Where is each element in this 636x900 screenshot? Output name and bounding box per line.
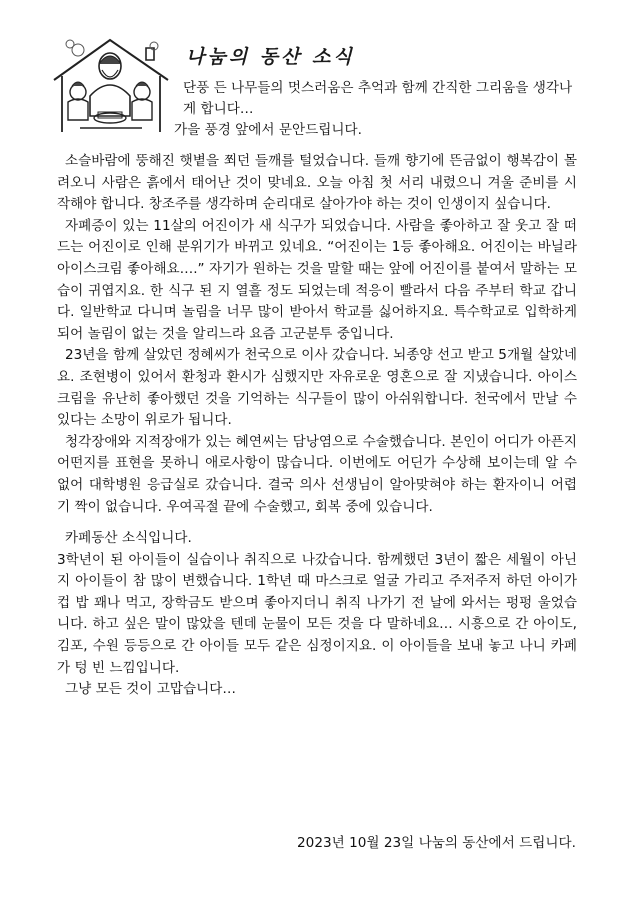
paragraph-jeonghye: 23년을 함께 살았던 정혜씨가 천국으로 이사 갔습니다. 뇌종양 선고 받고 5개월 살았네요. 조현병이 있어서 환청과 환시가 심했지만 자유로운 영혼으로 잘 지냈습니다. 아이스크림을 유난히 좋아했던 것을 기억하는 식구들이 많이 아쉬워합니다. 천국에서 만날 수 있다는 소망이 위로가 됩니다.: [57, 347, 577, 429]
intro-greeting: [174, 78, 574, 141]
paragraph-cafe-heading: 카페동산 소식입니다.: [65, 530, 192, 547]
signature-line: 2023년 10월 23일 나눔의 동산에서 드립니다.: [297, 835, 576, 851]
family-house-illustration: [50, 36, 172, 136]
paragraph-thanks: 그냥 모든 것이 고맙습니다…: [65, 681, 237, 698]
newsletter-body: [57, 151, 577, 701]
intro-line: 가을 풍경 앞에서 문안드립니다.: [174, 122, 362, 138]
paragraph-cafe-news: 3학년이 된 아이들이 실습이나 취직으로 나갔습니다. 함께했던 3년이 짧은 세월이 아닌지 아이들이 참 많이 변했습니다. 1학년 때 마스크로 얼굴 가리고 주저주저 하던 아이가 컵 밥 꽤나 먹고, 장학금도 받으며 좋아지더니 취직 나가기 전 날에 와서는 펑펑 울었습니다. 하고 싶은 말이 많았을 텐데 눈물이 모든 것을 다 말하네요… 시흥으로 간 아이도, 김포, 수원 등등으로 간 아이들 모두 같은 심정이지요. 이 아이들을 보내 놓고 나니 카페가 텅 빈 느낌입니다.: [57, 551, 577, 676]
paragraph-deulkkae: 소슬바람에 뚱해진 햇볕을 쬐던 들깨를 털었습니다. 들깨 향기에 뜬금없이 행복감이 몰려오니 사람은 흙에서 태어난 것이 맞네요. 오늘 아침 첫 서리 내렸으니 겨울 준비를 시작해야 합니다. 창조주를 생각하며 순리대로 살아가야 하는 것이 인생이지 싶습니다.: [57, 153, 577, 213]
paragraph-hyeyeon: 청각장애와 지적장애가 있는 혜연씨는 담낭염으로 수술했습니다. 본인이 어디가 아픈지 어떤지를 표현을 못하니 애로사항이 많습니다. 이번에도 어딘가 수상해 보이는데 알 수 없어 대학병원 응급실로 갔습니다. 결국 의사 선생님이 알아맞혀야 하는 환자이니 어렵기 짝이 없습니다. 우여곡절 끝에 수술했고, 회복 중에 있습니다.: [57, 433, 577, 515]
paragraph-eojin: 자폐증이 있는 11살의 어진이가 새 식구가 되었습니다. 사람을 좋아하고 잘 웃고 잘 떠드는 어진이로 인해 분위기가 바뀌고 있네요. “어진이는 1등 좋아해요. 어진이는 바닐라 아이스크림 좋아해요….” 자기가 원하는 것을 말할 때는 앞에 어진이를 붙여서 말하는 모습이 귀엽지요. 한 식구 된 지 열흘 정도 되었는데 적응이 빨라서 다음 주부터 학교 갑니다. 일반학교 다니며 놀림을 너무 많이 받아서 학교를 싫어하지요. 특수학교로 입학하게 되어 놀림이 없는 것을 알리느라 요즘 고군분투 중입니다.: [57, 217, 577, 342]
newsletter-title: 나눔의 동산 소식: [186, 46, 355, 68]
intro-line: 단풍 든 나무들의 멋스러움은 추억과 함께 간직한 그리움을 생각나게 합니다…: [183, 80, 573, 117]
